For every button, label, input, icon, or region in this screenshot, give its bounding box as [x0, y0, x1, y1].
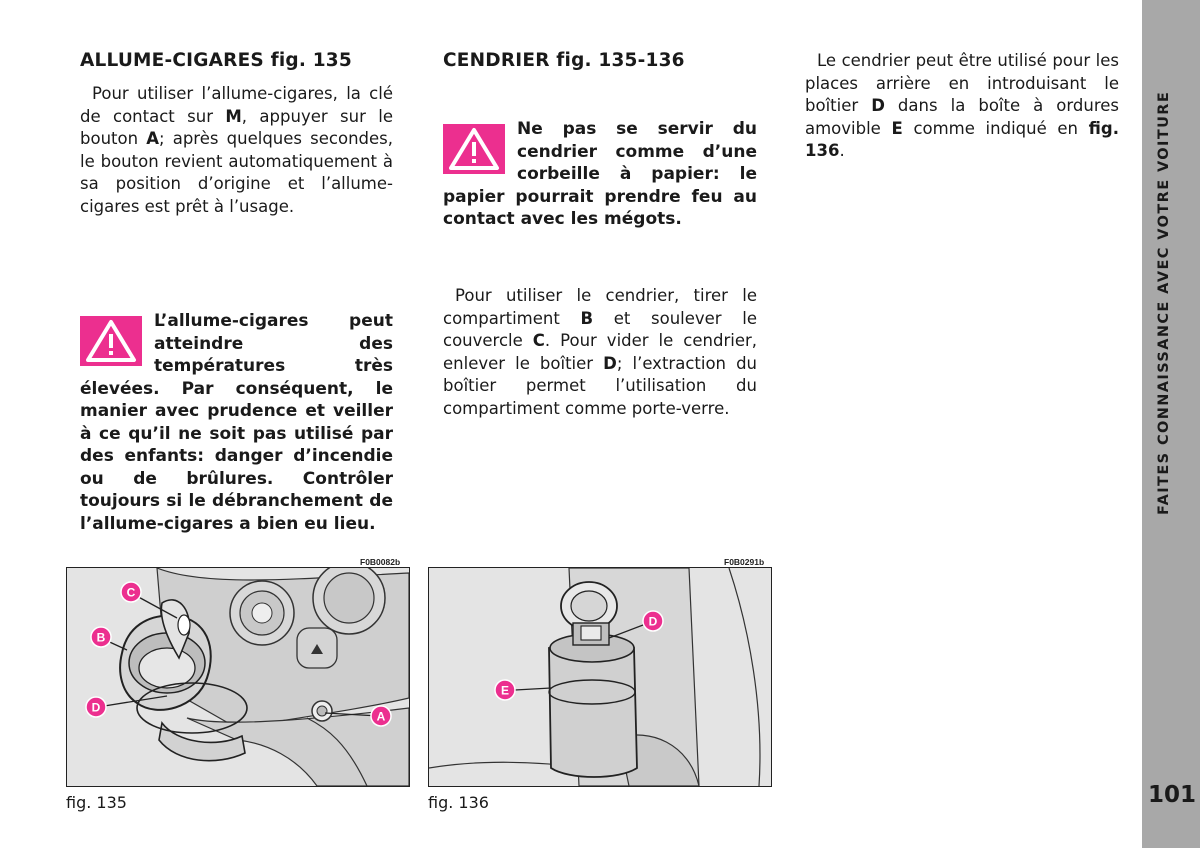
figure-caption-135: fig. 135: [66, 793, 127, 812]
rear-ashtray-instructions: Le cendrier peut être utilisé pour les places arrière en introduisant le boîtier D dans la boîte à ordures amovible E comme indiqué en fig. 136.: [805, 51, 1119, 160]
ashtray-instructions: Pour utiliser le cendrier, tirer le compartiment B et soulever le couvercle C. Pour vider le cendrier, enlever le boîtier D; l’extraction du boîtier permet l’utilisation du compartiment comme porte-verre.: [443, 286, 757, 418]
figure-code-136: F0B0291b: [724, 557, 765, 567]
warning-ashtray: [443, 118, 757, 231]
cigar-lighter-instructions: Pour utiliser l’allume-cigares, la clé de contact sur M, appuyer sur le bouton A; après quelques secondes, le bouton revient automatiquement à sa position d’origine et l’allume-cigares est prêt à l’usage.: [80, 84, 393, 216]
svg-text:A: A: [376, 709, 386, 724]
svg-text:B: B: [96, 630, 106, 645]
svg-text:D: D: [91, 700, 101, 715]
label-b-icon: [91, 627, 111, 647]
figure-135: [66, 567, 410, 787]
figure-caption-136: fig. 136: [428, 793, 489, 812]
warning-text-ashtray: Ne pas se servir du cendrier comme d’une corbeille à papier: le papier pourrait prendre feu au contact avec les mégots.: [443, 119, 757, 229]
warning-triangle-icon: [80, 316, 142, 366]
label-e-icon: [495, 680, 515, 700]
label-d-icon: [86, 697, 106, 717]
warning-triangle-icon: [443, 124, 505, 174]
warning-cigar-lighter: [80, 310, 393, 535]
warning-text-cigar-lighter: L’allume-cigares peut atteindre des températures très élevées. Par conséquent, le manier avec prudence et veiller à ce qu’il ne soit pas utilisé par des enfants: danger d’incendie ou de brûlures. Contrôler toujours si le débranchement de l’allume-cigares a bien eu lieu.: [80, 311, 393, 534]
figure-136: [428, 567, 772, 787]
heading-cigar-lighter: ALLUME-CIGARES fig. 135: [80, 50, 352, 71]
svg-text:C: C: [126, 585, 136, 600]
svg-text:D: D: [648, 614, 658, 629]
label-a-icon: [371, 706, 391, 726]
column-ashtray: [443, 50, 757, 71]
figure-code-135: F0B0082b: [360, 557, 401, 567]
heading-ashtray: CENDRIER fig. 135-136: [443, 50, 685, 71]
svg-text:E: E: [500, 683, 510, 698]
label-d-icon: [643, 611, 663, 631]
page-number: 101: [1148, 782, 1197, 808]
column-cigar-lighter: [80, 50, 393, 218]
chapter-title: FAITES CONNAISSANCE AVEC VOTRE VOITURE: [1156, 90, 1172, 515]
cigar-lighter-illustration: [67, 568, 409, 786]
label-c-icon: [121, 582, 141, 602]
rear-ashtray-illustration: [429, 568, 771, 786]
